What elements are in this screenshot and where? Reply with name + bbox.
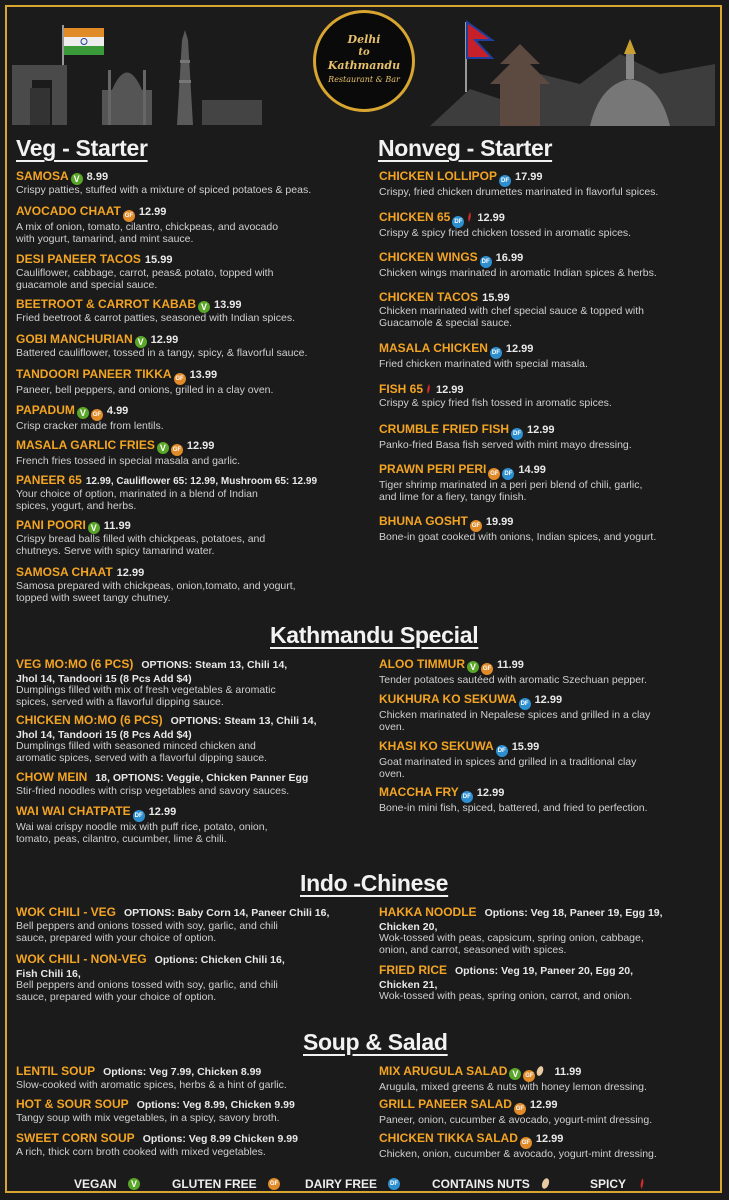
item-description: Paneer, onion, cucumber & avocado, yogurt-mint dressing. — [379, 1114, 653, 1126]
item-description: Cauliflower, cabbage, carrot, peas& potato, topped with — [16, 267, 274, 279]
item-description: Guacamole & special sauce. — [379, 316, 513, 329]
item-description: Crispy, fried chicken drumettes marinated in flavorful spices. — [379, 186, 659, 198]
item-description: oven. — [379, 720, 405, 733]
item-description: topped with sweet tangy chutney. — [16, 591, 171, 604]
item-name: CHICKEN LOLLIPOP — [379, 169, 498, 183]
menu-item-wok-chili-non-veg — [16, 950, 366, 1003]
item-description: tomato, peas, cilantro, cucumber, lime & chili. — [16, 832, 227, 845]
item-name: PAPADUM — [16, 403, 75, 417]
nonveg-starter-list — [379, 167, 714, 544]
spicy-chili-icon — [425, 383, 432, 395]
item-price: 19.99 — [485, 516, 514, 528]
item-name: BEETROOT & CARROT KABAB — [16, 297, 196, 311]
item-options: Options: Veg 8.99 Chicken 9.99 — [142, 1133, 298, 1145]
item-options: 18, OPTIONS: Veggie, Chicken Panner Egg — [95, 772, 309, 784]
item-description: Stir-fried noodles with crisp vegetables and savory sauces. — [16, 785, 290, 797]
menu-item-veg-momo — [16, 655, 366, 711]
item-name: FRIED RICE — [379, 963, 448, 977]
item-name: CHICKEN TIKKA SALAD — [379, 1131, 518, 1145]
item-options: Options: Veg 7.99, Chicken 8.99 — [103, 1066, 262, 1078]
item-description: Goat marinated in spices and grilled in a traditional clay — [379, 756, 637, 768]
menu-item-fish-65 — [379, 380, 714, 420]
item-name: VEG MO:MO (6 PCS) — [16, 657, 134, 671]
section-title-soup-salad: Soup & Salad — [303, 1029, 448, 1055]
menu-item-samosa-chaat — [16, 563, 366, 604]
item-name: BHUNA GOSHT — [379, 514, 468, 528]
nuts-icon — [536, 1065, 544, 1077]
item-price: 15.99 — [482, 292, 510, 304]
gluten-free-icon: GF — [470, 520, 482, 532]
legend-dairy-free-label: DAIRY FREE — [305, 1177, 378, 1191]
item-description: A rich, thick corn broth cooked with mixed vegetables. — [16, 1146, 266, 1158]
item-options: OPTIONS: Steam 13, Chili 14, — [170, 715, 317, 727]
item-options: Options: Chicken Chili 16, — [154, 954, 285, 966]
item-price: 12.99 — [534, 694, 563, 706]
soup-list — [16, 1062, 366, 1159]
item-description: Your choice of option, marinated in a blend of Indian — [16, 488, 258, 500]
item-price: 17.99 — [515, 171, 543, 183]
item-price: 12.99 — [505, 343, 534, 355]
vegan-icon: V — [88, 522, 100, 534]
indo-chinese-right-list — [379, 903, 714, 1003]
item-name: PANI POORI — [16, 518, 86, 532]
menu-item-masala-chicken — [379, 339, 714, 380]
dietary-legend — [0, 1175, 729, 1193]
vegan-icon: V — [157, 442, 169, 454]
dairy-free-icon: DF — [496, 745, 508, 757]
item-options-cont: Jhol 14, Tandoori 15 (8 Pcs Add $4) — [16, 673, 192, 685]
item-options-cont: Chicken 21, — [379, 979, 438, 991]
logo-tagline: Restaurant & Bar — [328, 75, 400, 84]
legend-vegan-label: VEGAN — [74, 1177, 117, 1191]
dairy-free-icon: DF — [452, 216, 464, 228]
legend-spicy-label: SPICY — [590, 1177, 627, 1191]
menu-item-beetroot-carrot-kabab — [16, 295, 366, 330]
item-description: spices, served with a flavorful dipping sauce. — [16, 695, 224, 708]
item-description: Tangy soup with mix vegetables, in a spicy, savory broth. — [16, 1112, 280, 1124]
item-price: 12.99 — [535, 1133, 564, 1145]
item-description: guacamole and special sauce. — [16, 278, 158, 291]
item-description: chutneys. Serve with spicy tamarind water. — [16, 544, 215, 557]
menu-item-tandoori-paneer-tikka — [16, 365, 366, 401]
item-price: 11.99 — [554, 1066, 582, 1078]
item-description: Crisp cracker made from lentils. — [16, 420, 164, 432]
item-name: SAMOSA — [16, 169, 69, 183]
item-price: 16.99 — [495, 252, 524, 264]
item-description: onion, and carrot, seasoned with spices. — [379, 943, 567, 956]
item-name: MASALA GARLIC FRIES — [16, 438, 155, 452]
item-price: 12.99 — [138, 206, 167, 218]
item-description: Samosa prepared with chickpeas, onion,tomato, and yogurt, — [16, 580, 296, 592]
item-description: Tiger shrimp marinated in a peri peri blend of chili, garlic, — [379, 479, 643, 491]
indo-chinese-left-list — [16, 903, 366, 1003]
menu-item-sweet-corn-soup — [16, 1129, 366, 1159]
veg-starter-list — [16, 167, 366, 604]
menu-item-pani-poori — [16, 516, 366, 563]
item-description: Wok-tossed with peas, spring onion, carrot, and onion. — [379, 990, 633, 1002]
item-price: 15.99 — [144, 254, 173, 266]
menu-item-chow-mein — [16, 768, 366, 802]
item-price: 12.99 — [529, 1099, 558, 1111]
item-name: MIX ARUGULA SALAD — [379, 1064, 508, 1078]
item-name: CHICKEN MO:MO (6 PCS) — [16, 713, 163, 727]
legend-nuts-label: CONTAINS NUTS — [432, 1177, 530, 1191]
gluten-free-icon: GF — [91, 409, 103, 421]
menu-item-desi-paneer-tacos — [16, 250, 366, 295]
item-description: Paneer, bell peppers, and onions, grilled in a clay oven. — [16, 384, 274, 396]
item-description: Crispy patties, stuffed with a mixture of spiced potatoes & peas. — [16, 184, 312, 196]
item-price: 12.99, Cauliflower 65: 12.99, Mushroom 65: 12.99 — [85, 476, 318, 487]
item-description: Battered cauliflower, tossed in a tangy, spicy, & flavorful sauce. — [16, 347, 308, 359]
item-description: sauce, prepared with your choice of option. — [16, 931, 217, 944]
item-description: Chicken marinated in Nepalese spices and grilled in a clay — [379, 709, 651, 721]
item-options-cont: Fish Chili 16, — [16, 968, 81, 980]
menu-item-mix-arugula-salad — [379, 1062, 714, 1095]
logo-line-2: to — [358, 47, 370, 58]
item-description: Chicken wings marinated in aromatic Indian spices & herbs. — [379, 267, 657, 279]
item-name: GOBI MANCHURIAN — [16, 332, 133, 346]
spicy-chili-icon — [638, 1177, 646, 1190]
vegan-icon: V — [77, 407, 89, 419]
item-description: and lime for a fiery, tangy finish. — [379, 490, 527, 503]
item-name: WOK CHILI - NON-VEG — [16, 952, 147, 966]
menu-item-samosa — [16, 167, 366, 202]
item-description: Crispy & spicy fried fish tossed in aromatic spices. — [379, 397, 612, 409]
menu-item-lentil-soup — [16, 1062, 366, 1095]
item-price: 11.99 — [497, 659, 524, 671]
item-name: CHOW MEIN — [16, 770, 88, 784]
item-description: Crispy bread balls filled with chickpeas, potatoes, and — [16, 533, 266, 545]
item-price: 12.99 — [116, 567, 145, 579]
menu-item-crumble-fried-fish — [379, 420, 714, 460]
gluten-free-icon: GF — [520, 1137, 532, 1149]
menu-item-chicken-momo — [16, 711, 366, 768]
item-name: ALOO TIMMUR — [379, 657, 465, 671]
kathmandu-special-right-list — [379, 655, 714, 815]
item-price: 12.99 — [436, 384, 464, 396]
legend-gluten-free-label: GLUTEN FREE — [172, 1177, 257, 1191]
kathmandu-special-left-list — [16, 655, 366, 845]
item-description: Dumplings filled with mix of fresh vegetables & aromatic — [16, 684, 276, 696]
item-description: spices, yogurt, and herbs. — [16, 499, 137, 512]
dairy-free-icon: DF — [388, 1178, 400, 1190]
item-name: PRAWN PERI PERI — [379, 462, 487, 476]
dairy-free-icon: DF — [502, 468, 514, 480]
dairy-free-icon: DF — [519, 698, 531, 710]
kathmandu-skyline-image — [430, 14, 715, 126]
item-name: HAKKA NOODLE — [379, 905, 477, 919]
item-price: 11.99 — [103, 520, 131, 532]
item-name: CRUMBLE FRIED FISH — [379, 422, 509, 436]
vegan-icon: V — [509, 1068, 521, 1080]
menu-item-gobi-manchurian — [16, 330, 366, 365]
spicy-chili-icon — [466, 211, 473, 223]
item-price: 4.99 — [106, 405, 129, 417]
item-price: 12.99 — [148, 806, 177, 818]
menu-item-wai-wai-chatpate — [16, 802, 366, 845]
item-price: 14.99 — [518, 464, 546, 476]
section-title-veg-starter: Veg - Starter — [16, 135, 148, 161]
menu-item-chicken-tacos — [379, 288, 714, 339]
section-title-indo-chinese: Indo -Chinese — [300, 870, 449, 896]
item-description: Bone-in goat cooked with onions, Indian spices, and yogurt. — [379, 531, 657, 543]
item-options: OPTIONS: Baby Corn 14, Paneer Chili 16, — [124, 907, 330, 919]
item-name: PANEER 65 — [16, 473, 82, 487]
item-name: FISH 65 — [379, 382, 424, 396]
item-options-cont: Chicken 20, — [379, 921, 438, 933]
gluten-free-icon: GF — [523, 1070, 535, 1082]
item-description: Tender potatoes sautéed with aromatic Szechuan pepper. — [379, 674, 647, 686]
vegan-icon: V — [467, 661, 479, 673]
item-name: SWEET CORN SOUP — [16, 1131, 135, 1145]
menu-item-avocado-chaat — [16, 202, 366, 250]
item-description: sauce, prepared with your choice of option. — [16, 990, 217, 1003]
item-name: LENTIL SOUP — [16, 1064, 96, 1078]
item-price: 12.99 — [150, 334, 179, 346]
item-name: WOK CHILI - VEG — [16, 905, 116, 919]
item-name: SAMOSA CHAAT — [16, 565, 113, 579]
vegan-icon: V — [128, 1178, 140, 1190]
section-title-nonveg-starter: Nonveg - Starter — [378, 135, 553, 161]
item-price: 13.99 — [189, 369, 218, 381]
gluten-free-icon: GF — [171, 444, 183, 456]
gluten-free-icon: GF — [123, 210, 135, 222]
section-title-kathmandu-special: Kathmandu Special — [270, 622, 479, 648]
item-description: Bone-in mini fish, spiced, battered, and fried to perfection. — [379, 802, 648, 814]
gluten-free-icon: GF — [514, 1103, 526, 1115]
dairy-free-icon: DF — [133, 810, 145, 822]
item-description: A mix of onion, tomato, cilantro, chickpeas, and avocado — [16, 221, 279, 233]
menu-item-grill-paneer-salad — [379, 1095, 714, 1129]
item-price: 12.99 — [186, 440, 215, 452]
item-description: Slow-cooked with aromatic spices, herbs & a hint of garlic. — [16, 1079, 287, 1091]
item-description: Crispy & spicy fried chicken tossed in aromatic spices. — [379, 227, 632, 239]
dairy-free-icon: DF — [499, 175, 511, 187]
menu-item-chicken-lollipop — [379, 167, 714, 208]
item-description: Panko-fried Basa fish served with mint mayo dressing. — [379, 439, 632, 451]
item-description: Dumplings filled with seasoned minced chicken and — [16, 740, 256, 752]
menu-item-aloo-timmur — [379, 655, 714, 690]
vegan-icon: V — [71, 173, 83, 185]
menu-item-hakka-noodle — [379, 903, 714, 961]
salad-list — [379, 1062, 714, 1161]
item-name: MACCHA FRY — [379, 785, 459, 799]
item-description: Fried chicken marinated with special masala. — [379, 358, 588, 370]
logo-line-3: Kathmandu — [327, 59, 401, 72]
item-description: Wai wai crispy noodle mix with puff rice, potato, onion, — [16, 821, 268, 833]
menu-item-chicken-wings — [379, 248, 714, 288]
item-name: CHICKEN 65 — [379, 210, 451, 224]
gluten-free-icon: GF — [488, 468, 500, 480]
menu-item-paneer-65 — [16, 471, 366, 516]
item-options: Options: Veg 19, Paneer 20, Egg 20, — [455, 965, 633, 977]
item-options-cont: Jhol 14, Tandoori 15 (8 Pcs Add $4) — [16, 729, 192, 741]
item-options: Options: Veg 8.99, Chicken 9.99 — [136, 1099, 295, 1111]
item-description: French fries tossed in special masala and garlic. — [16, 455, 241, 467]
item-price: 15.99 — [511, 741, 540, 753]
menu-item-kukhura-ko-sekuwa — [379, 690, 714, 737]
logo-line-1: Delhi — [347, 33, 381, 46]
item-description: Fried beetroot & carrot patties, seasoned with Indian spices. — [16, 312, 295, 324]
item-name: HOT & SOUR SOUP — [16, 1097, 129, 1111]
menu-item-chicken-65 — [379, 208, 714, 248]
dairy-free-icon: DF — [490, 347, 502, 359]
item-description: with yogurt, tamarind, and mint sauce. — [16, 232, 194, 245]
item-price: 12.99 — [476, 787, 505, 799]
menu-item-prawn-peri-peri — [379, 460, 714, 512]
dairy-free-icon: DF — [511, 428, 523, 440]
delhi-skyline-image — [12, 20, 262, 125]
item-price: 12.99 — [477, 212, 505, 224]
item-description: Bell peppers and onions tossed with soy, garlic, and chili — [16, 920, 278, 932]
gluten-free-icon: GF — [268, 1178, 280, 1190]
item-description: aromatic spices, served with a flavorful dipping sauce. — [16, 751, 267, 764]
item-name: TANDOORI PANEER TIKKA — [16, 367, 172, 381]
item-name: AVOCADO CHAAT — [16, 204, 121, 218]
item-description: Chicken, onion, cucumber & avocado, yogurt-mint dressing. — [379, 1148, 657, 1160]
menu-item-papadum — [16, 401, 366, 436]
item-name: GRILL PANEER SALAD — [379, 1097, 512, 1111]
item-description: Bell peppers and onions tossed with soy, garlic, and chili — [16, 979, 278, 991]
item-name: MASALA CHICKEN — [379, 341, 488, 355]
menu-item-chicken-tikka-salad — [379, 1129, 714, 1161]
menu-item-maccha-fry — [379, 783, 714, 815]
item-name: WAI WAI CHATPATE — [16, 804, 131, 818]
menu-item-wok-chili-veg — [16, 903, 366, 950]
vegan-icon: V — [135, 336, 147, 348]
item-options: Options: Veg 18, Paneer 19, Egg 19, — [484, 907, 663, 919]
item-name: CHICKEN TACOS — [379, 290, 479, 304]
restaurant-logo — [313, 10, 415, 112]
dairy-free-icon: DF — [480, 256, 492, 268]
item-description: Wok-tossed with peas, capsicum, spring onion, cabbage, — [379, 932, 644, 944]
menu-item-bhuna-gosht — [379, 512, 714, 544]
item-name: CHICKEN WINGS — [379, 250, 478, 264]
menu-item-masala-garlic-fries — [16, 436, 366, 471]
item-options: OPTIONS: Steam 13, Chili 14, — [141, 659, 288, 671]
item-name: KHASI KO SEKUWA — [379, 739, 494, 753]
item-description: Arugula, mixed greens & nuts with honey lemon dressing. — [379, 1081, 647, 1093]
item-description: Chicken marinated with chef special sauce & topped with — [379, 305, 644, 317]
gluten-free-icon: GF — [481, 663, 493, 675]
item-price: 13.99 — [214, 299, 242, 311]
menu-item-khasi-ko-sekuwa — [379, 737, 714, 783]
menu-item-fried-rice — [379, 961, 714, 1003]
dairy-free-icon: DF — [461, 791, 473, 803]
item-name: KUKHURA KO SEKUWA — [379, 692, 517, 706]
gluten-free-icon: GF — [174, 373, 186, 385]
menu-item-hot-sour-soup — [16, 1095, 366, 1129]
item-name: DESI PANEER TACOS — [16, 252, 141, 266]
vegan-icon: V — [198, 301, 210, 313]
nuts-icon — [541, 1177, 550, 1190]
item-price: 8.99 — [86, 171, 109, 183]
item-price: 12.99 — [527, 424, 555, 436]
item-description: oven. — [379, 767, 405, 780]
